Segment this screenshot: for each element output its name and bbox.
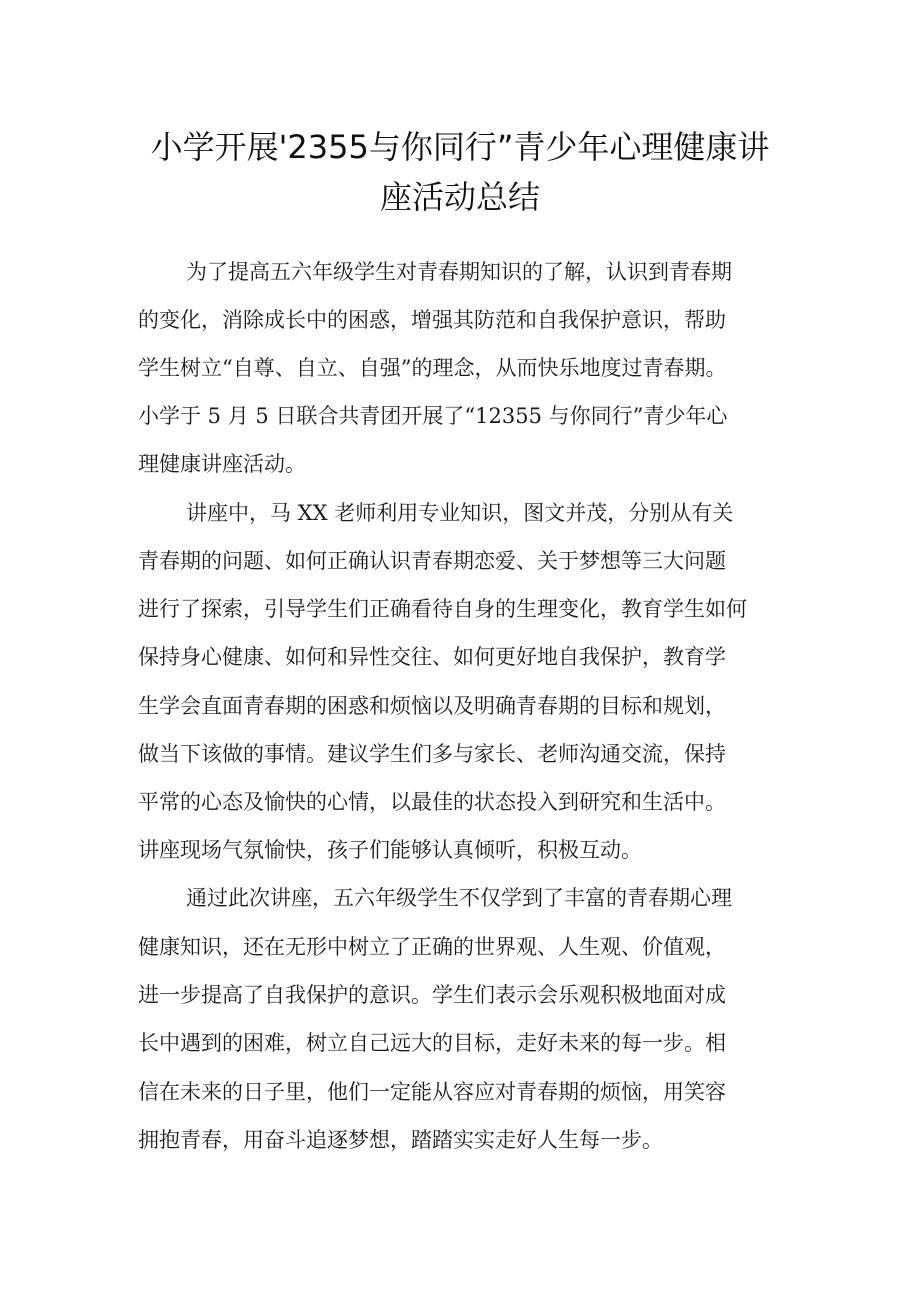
document-title-line-1: 小学开展'2355与你同行”青少年心理健康讲 bbox=[150, 128, 770, 166]
paragraph-1-line-2: 的变化，消除成长中的困惑，增强其防范和自我保护意识，帮助 bbox=[138, 308, 726, 332]
paragraph-3-line-6: 拥抱青春，用奋斗追逐梦想，踏踏实实走好人生每一步。 bbox=[138, 1128, 663, 1152]
paragraph-2-line-2: 青春期的问题、如何正确认识青春期恋爱、关于梦想等三大问题 bbox=[138, 549, 726, 573]
paragraph-1-line-4: 小学于 5 月 5 日联合共青团开展了“12355 与你同行”青少年心 bbox=[138, 404, 728, 428]
paragraph-2-line-5: 生学会直面青春期的困惑和烦恼以及明确青春期的目标和规划， bbox=[138, 694, 726, 718]
paragraph-1-line-5: 理健康讲座活动。 bbox=[138, 452, 306, 476]
paragraph-3-line-1: 通过此次讲座，五六年级学生不仅学到了丰富的青春期心理 bbox=[186, 886, 732, 910]
paragraph-2-line-4: 保持身心健康、如何和异性交往、如何更好地自我保护，教育学 bbox=[138, 645, 726, 669]
paragraph-3-line-5: 信在未来的日子里，他们一定能从容应对青春期的烦恼，用笑容 bbox=[138, 1080, 726, 1104]
paragraph-1-line-3: 学生树立“自尊、自立、自强”的理念，从而快乐地度过青春期。 bbox=[138, 356, 727, 380]
paragraph-2-line-7: 平常的心态及愉快的心情，以最佳的状态投入到研究和生活中。 bbox=[138, 790, 726, 814]
paragraph-2-line-6: 做当下该做的事情。建议学生们多与家长、老师沟通交流，保持 bbox=[138, 742, 726, 766]
document-title-line-2: 座活动总结 bbox=[379, 178, 540, 216]
paragraph-2-line-1: 讲座中，马 XX 老师利用专业知识，图文并茂，分别从有关 bbox=[186, 501, 734, 525]
paragraph-2-line-8: 讲座现场气氛愉快，孩子们能够认真倾听，积极互动。 bbox=[138, 838, 642, 862]
paragraph-1-line-1: 为了提高五六年级学生对青春期知识的了解，认识到青春期 bbox=[186, 260, 732, 284]
paragraph-3-line-2: 健康知识，还在无形中树立了正确的世界观、人生观、价值观， bbox=[138, 935, 726, 959]
paragraph-2-line-3: 进行了探索，引导学生们正确看待自身的生理变化，教育学生如何 bbox=[138, 597, 747, 621]
paragraph-3-line-3: 进一步提高了自我保护的意识。学生们表示会乐观积极地面对成 bbox=[138, 983, 726, 1007]
paragraph-3-line-4: 长中遇到的困难，树立自己远大的目标，走好未来的每一步。相 bbox=[138, 1031, 726, 1055]
